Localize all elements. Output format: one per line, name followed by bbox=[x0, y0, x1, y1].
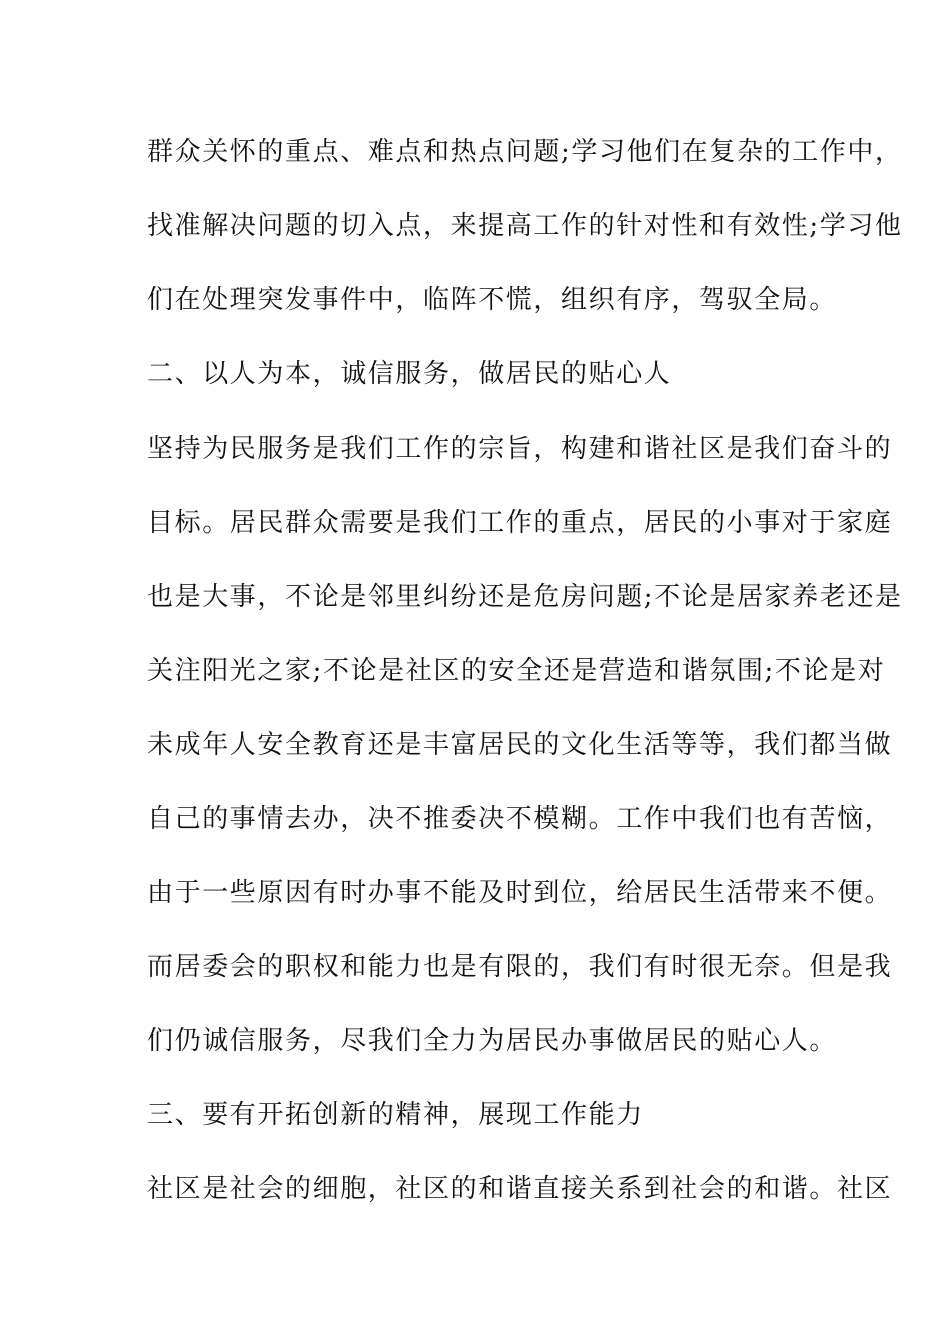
paragraph-line: 而居委会的职权和能力也是有限的，我们有时很无奈。但是我 bbox=[147, 952, 893, 982]
section-heading: 二、以人为本，诚信服务，做居民的贴心人 bbox=[147, 359, 672, 389]
paragraph-line: 们在处理突发事件中，临阵不慌，组织有序，驾驭全局。 bbox=[147, 285, 838, 315]
paragraph-line: 找准解决问题的切入点，来提高工作的针对性和有效性;学习他 bbox=[147, 211, 903, 241]
paragraph-line: 也是大事，不论是邻里纠纷还是危房问题;不论是居家养老还是 bbox=[147, 582, 903, 612]
paragraph-line: 自己的事情去办，决不推委决不模糊。工作中我们也有苦恼， bbox=[147, 804, 893, 834]
paragraph-line: 社区是社会的细胞，社区的和谐直接关系到社会的和谐。社区 bbox=[147, 1174, 893, 1204]
paragraph-line: 未成年人安全教育还是丰富居民的文化生活等等，我们都当做 bbox=[147, 730, 893, 760]
paragraph-line: 们仍诚信服务，尽我们全力为居民办事做居民的贴心人。 bbox=[147, 1026, 838, 1056]
section-heading: 三、要有开拓创新的精神，展现工作能力 bbox=[147, 1100, 644, 1130]
paragraph-line: 目标。居民群众需要是我们工作的重点，居民的小事对于家庭 bbox=[147, 508, 893, 538]
paragraph-line: 坚持为民服务是我们工作的宗旨，构建和谐社区是我们奋斗的 bbox=[147, 434, 893, 464]
paragraph-line: 群众关怀的重点、难点和热点问题;学习他们在复杂的工作中， bbox=[147, 137, 903, 167]
paragraph-line: 由于一些原因有时办事不能及时到位，给居民生活带来不便。 bbox=[147, 878, 893, 908]
paragraph-line: 关注阳光之家;不论是社区的安全还是营造和谐氛围;不论是对 bbox=[147, 656, 886, 686]
